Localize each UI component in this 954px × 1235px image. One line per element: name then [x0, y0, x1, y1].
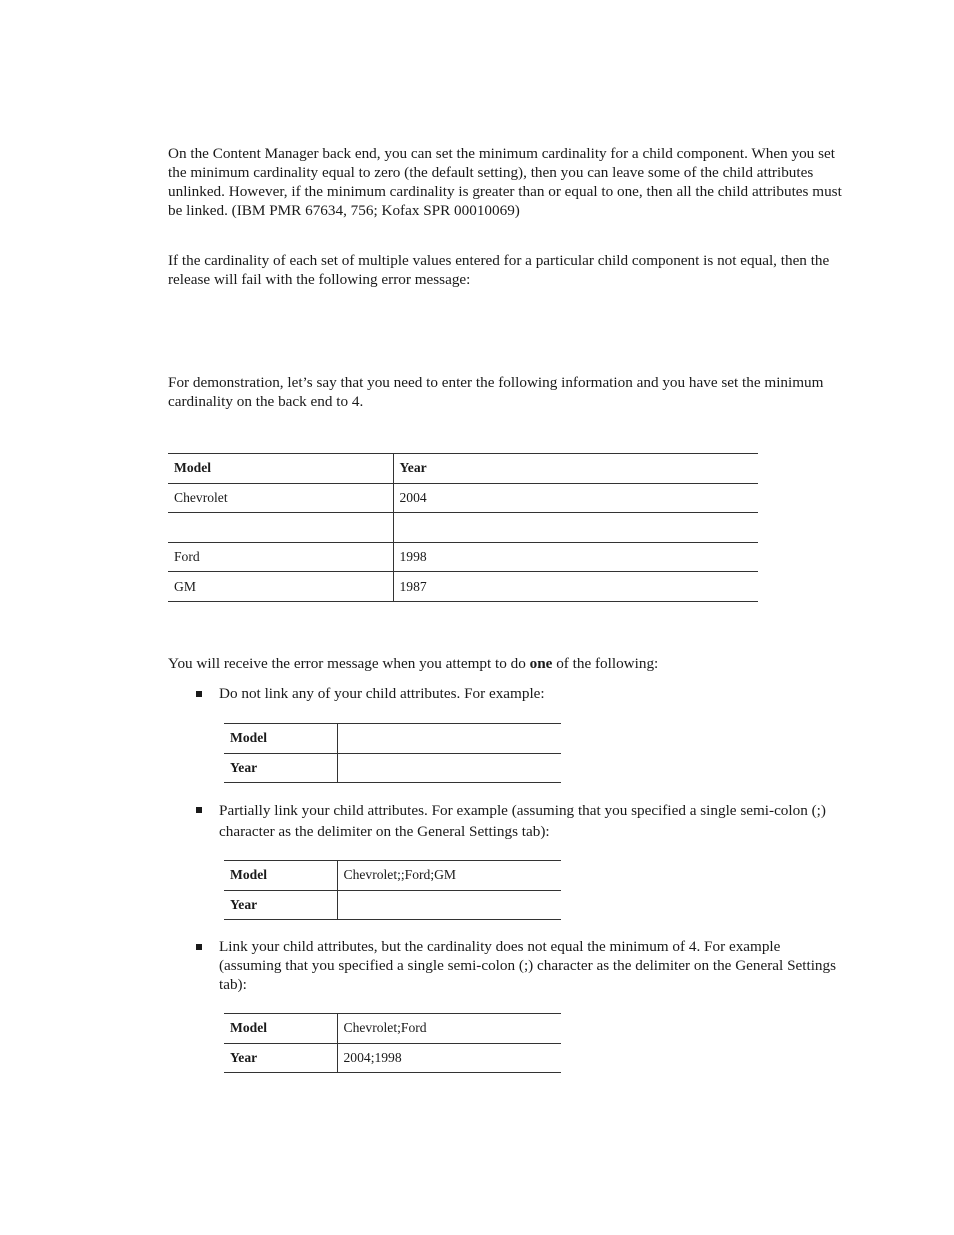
example-table-unlinked — [224, 723, 561, 783]
bullet-text: Link your child attributes, but the cardinality does not equal the minimum of 4. For example (assuming that you specified a single semi-colon (;) character as the delimiter on the General Settings tab): — [219, 938, 837, 993]
row-label-year: Year — [224, 1043, 337, 1073]
paragraph-error-conditions — [168, 654, 844, 673]
row-label-year: Year — [224, 753, 337, 783]
bullet-item — [219, 937, 844, 994]
cell-model: GM — [168, 572, 393, 602]
bullet-text: Do not link any of your child attributes. For example: — [219, 685, 545, 702]
paragraph-demonstration: For demonstration, let’s say that you need to enter the following information and you have set the minimum cardinality on the back end to 4. — [168, 374, 824, 410]
example-table-partial — [224, 860, 561, 920]
error-conditions-text-start: You will receive the error message when you attempt to do — [168, 655, 530, 672]
cell-year — [393, 513, 758, 543]
row-label-model: Model — [224, 861, 337, 891]
header-model: Model — [168, 454, 393, 484]
square-bullet-icon — [196, 691, 202, 697]
cell-model-value: Chevrolet;Ford — [337, 1014, 561, 1044]
table-row — [224, 753, 561, 783]
row-label-year: Year — [224, 890, 337, 920]
example-data-table — [168, 453, 758, 602]
cell-year-value — [337, 890, 561, 920]
row-label-model: Model — [224, 1014, 337, 1044]
paragraph-minimum-cardinality: On the Content Manager back end, you can set the minimum cardinality for a child component. When you set the minimum cardinality equal to zero (the default setting), then you can leave some of the child attributes unlinked. However, if the minimum cardinality is greater than or equal to one, then all the child attributes must be linked. (IBM PMR 67634, 756; Kofax SPR 00010069) — [168, 145, 842, 219]
cell-year-value — [337, 753, 561, 783]
example-table-insufficient — [224, 1013, 561, 1073]
error-conditions-emphasis: one — [529, 655, 553, 672]
cell-model: Chevrolet — [168, 483, 393, 513]
cell-model — [168, 513, 393, 543]
cell-year: 2004 — [393, 483, 758, 513]
table-row — [224, 724, 561, 754]
cell-year: 1998 — [393, 542, 758, 572]
table-row — [224, 1043, 561, 1073]
error-conditions-text-end: of the following: — [552, 655, 659, 672]
row-label-model: Model — [224, 724, 337, 754]
table-row — [168, 483, 758, 513]
cell-model-value — [337, 724, 561, 754]
bullet-item — [219, 800, 844, 842]
header-year: Year — [393, 454, 758, 484]
table-row — [168, 513, 758, 543]
cell-year: 1987 — [393, 572, 758, 602]
table-row — [168, 542, 758, 572]
bullet-text: Partially link your child attributes. For example (assuming that you specified a single semi-colon (;) character as the delimiter on the General Settings tab): — [219, 802, 826, 840]
cell-model: Ford — [168, 542, 393, 572]
cell-year-value: 2004;1998 — [337, 1043, 561, 1073]
bullet-item — [219, 684, 844, 703]
table-row — [224, 1014, 561, 1044]
cell-model-value: Chevrolet;;Ford;GM — [337, 861, 561, 891]
square-bullet-icon — [196, 944, 202, 950]
table-row — [224, 890, 561, 920]
paragraph-release-failure: If the cardinality of each set of multiple values entered for a particular child component is not equal, then the release will fail with the following error message: — [168, 252, 830, 288]
table-header-row — [168, 454, 758, 484]
table-row — [168, 572, 758, 602]
table-row — [224, 861, 561, 891]
square-bullet-icon — [196, 807, 202, 813]
